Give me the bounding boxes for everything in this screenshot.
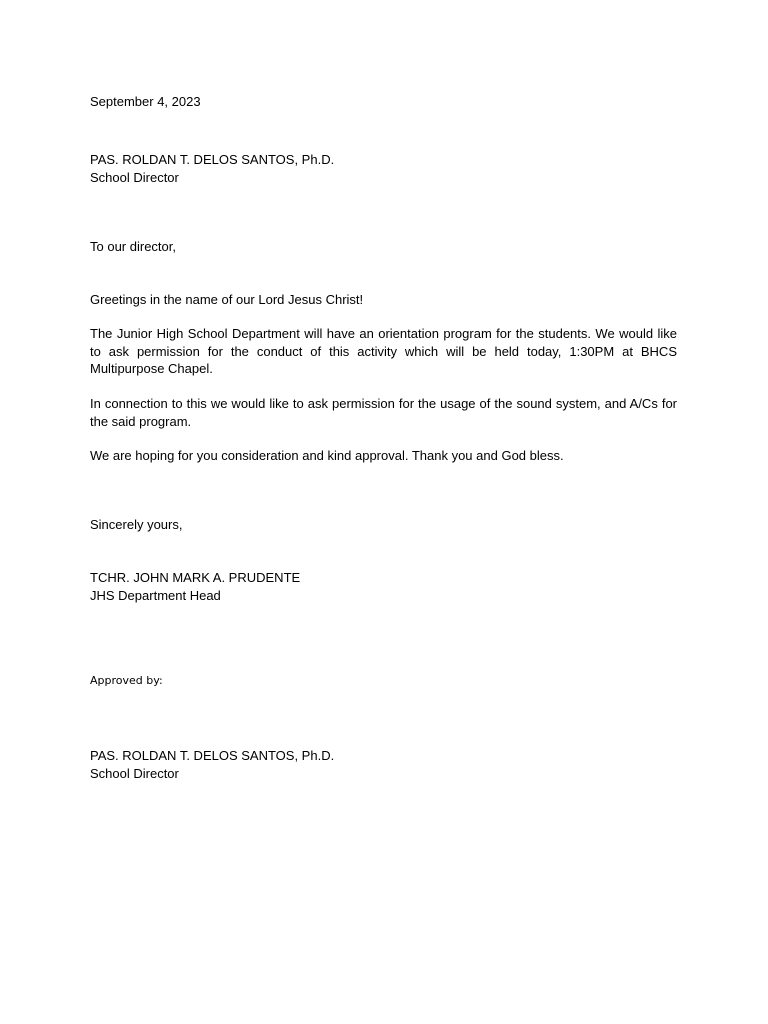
approver-title: School Director: [90, 765, 179, 781]
paragraph-orientation-request: The Junior High School Department will have an orientation program for the students. We would like to ask permission for the conduct of this activity which will be held today, 1:30PM at BHCS Multipurpose Chapel.: [90, 326, 677, 376]
recipient-title: School Director: [90, 169, 179, 185]
approved-by-label: Approved by:: [90, 674, 163, 687]
approver-name: PAS. ROLDAN T. DELOS SANTOS, Ph.D.: [90, 748, 335, 763]
greeting: Greetings in the name of our Lord Jesus Christ!: [90, 292, 364, 307]
sender-title: JHS Department Head: [90, 587, 221, 603]
closing: Sincerely yours,: [90, 517, 183, 532]
sender-name: TCHR. JOHN MARK A. PRUDENTE: [90, 570, 301, 585]
recipient-name: PAS. ROLDAN T. DELOS SANTOS, Ph.D.: [90, 152, 335, 167]
letter-date: September 4, 2023: [90, 94, 201, 109]
paragraph-equipment-request: In connection to this we would like to ask permission for the usage of the sound system, and A/Cs for the said program.: [90, 396, 677, 429]
salutation: To our director,: [90, 239, 176, 254]
paragraph-closing-remarks: We are hoping for you consideration and kind approval. Thank you and God bless.: [90, 448, 564, 463]
